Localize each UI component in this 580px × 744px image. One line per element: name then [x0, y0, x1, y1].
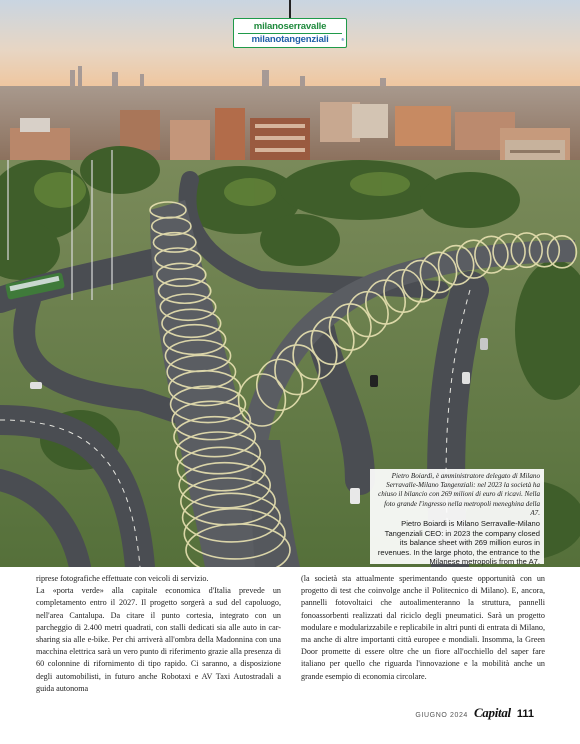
- article-column-left: [36, 573, 281, 695]
- right-paragraph-1: (la società sta attualmente sperimentando queste opportunità con un progetto di test che coinvolge anche il Politecnico di Milano). E, ancora, pannelli fotovoltaici che autoalimenteranno la struttura, pannelli fonoassorbenti realizzati dal riciclo degli pneumatici. Sarà un progetto modulare e modularizzabile e replicabile in altri punti di entrata di Milano, ma anche di altre importanti città europee e mondiali. Insomma, la Green Door promette di essere oltre che un fiore all'occhiello del saper fare italiano per quello che riguarda l'innovazione e la mobilità anche un grande esempio di economia circolare.: [301, 574, 545, 681]
- caption-italian: Pietro Boiardi, è amministratore delegato di Milano Serravalle-Milano Tangenziali: nel 2023 la società ha chiuso il bilancio con 269 milioni di euro di ricavi. Nella foto grande l'ingresso nella metropoli meneghina della A7.: [378, 472, 540, 517]
- logo-stem: [289, 0, 291, 18]
- issue-date: GIUGNO 2024: [415, 712, 468, 719]
- left-paragraph-1: riprese fotografiche effettuate con veicoli di servizio.: [36, 574, 209, 583]
- logo-line-1: milanoserravalle: [238, 21, 342, 34]
- page-number: 111: [516, 708, 534, 720]
- photo-caption: [370, 469, 544, 567]
- page-footer: [415, 705, 534, 719]
- left-paragraph-2: La «porta verde» alla capitale economica d'Italia prevede un completamento entro il 2027. Il progetto sorgerà a sud del capoluogo, nell'area Cantalupa. Da citare il punto cortesia, integrato con un parcheggio di 2.400 metri quadrati, con stalli dedicati sia alle auto in car-sharing sia alle e-bike. Per chi arriverà all'ombra della Madonnina con una macchina elettrica sarà un vero punto di riferimento grazie alla presenza di 60 colonnine di rifornimento di tipo rapido. Ci saranno, a disposizione degli automobilisti, in futuro anche Robotaxi e AV Taxi Autostradali a guida autonoma: [36, 586, 281, 693]
- logo-registered-mark: ®: [341, 37, 344, 42]
- caption-english: Pietro Boiardi is Milano Serravalle-Milano Tangenziali CEO: in 2023 the company closed its balance sheet with 269 million euros in revenues. In the large photo, the entrance to the Milanese metropolis from the A7.: [377, 519, 540, 567]
- article-column-right: [301, 573, 545, 683]
- milanoserravalle-logo: [233, 18, 347, 48]
- magazine-brand: Capital: [473, 705, 511, 720]
- logo-line-2: milanotangenziali: [251, 33, 329, 45]
